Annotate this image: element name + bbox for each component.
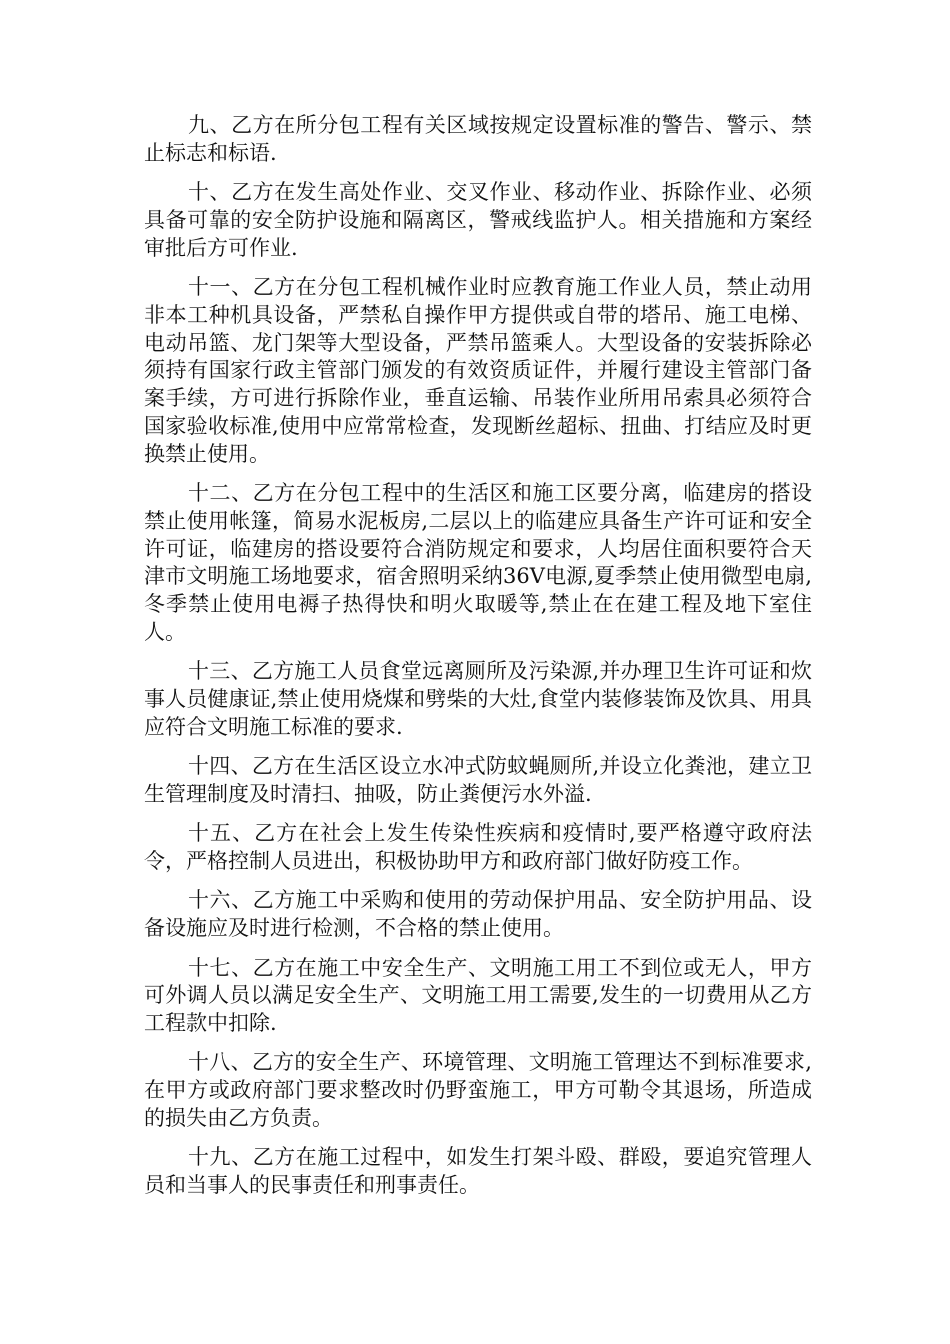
- clause-11: 十一、乙方在分包工程机械作业时应教育施工作业人员，禁止动用非本工种机具设备，严禁私自操作甲方提供或自带的塔吊、施工电梯、电动吊篮、龙门架等大型设备，严禁吊篮乘人。大型设备的安装拆除必须持有国家行政主管部门颁发的有效资质证件，并履行建设主管部门备案手续，方可进行拆除作业，垂直运输、吊装作业所用吊索具必须符合国家验收标准,使用中应常常检查，发现断丝超标、扭曲、打结应及时更换禁止使用。: [144, 274, 812, 466]
- clause-19: 十九、乙方在施工过程中，如发生打架斗殴、群殴，要追究管理人员和当事人的民事责任和刑事责任。: [144, 1145, 812, 1198]
- clause-15: 十五、乙方在社会上发生传染性疾病和疫情时,要严格遵守政府法令，严格控制人员进出，积极协助甲方和政府部门做好防疫工作。: [144, 821, 812, 874]
- clause-18: 十八、乙方的安全生产、环境管理、文明施工管理达不到标准要求,在甲方或政府部门要求整改时仍野蛮施工，甲方可勒令其退场，所造成的损失由乙方负责。: [144, 1050, 812, 1130]
- clause-12: 十二、乙方在分包工程中的生活区和施工区要分离，临建房的搭设禁止使用帐篷，简易水泥板房,二层以上的临建应具备生产许可证和安全许可证，临建房的搭设要符合消防规定和要求，人均居住面积要符合天津市文明施工场地要求，宿舍照明采纳36V电源,夏季禁止使用微型电扇,冬季禁止使用电褥子热得快和明火取暖等,禁止在在建工程及地下室住人。: [144, 481, 812, 645]
- clause-9: 九、乙方在所分包工程有关区域按规定设置标准的警告、警示、禁止标志和标语.: [144, 113, 812, 165]
- clause-14: 十四、乙方在生活区设立水冲式防蚊蝇厕所,并设立化粪池，建立卫生管理制度及时清扫、抽吸，防止粪便污水外溢.: [144, 754, 812, 807]
- clause-17: 十七、乙方在施工中安全生产、文明施工用工不到位或无人，甲方可外调人员以满足安全生产、文明施工用工需要,发生的一切费用从乙方工程款中扣除.: [144, 955, 812, 1036]
- clause-13: 十三、乙方施工人员食堂远离厕所及污染源,并办理卫生许可证和炊事人员健康证,禁止使用烧煤和劈柴的大灶,食堂内装修装饰及饮具、用具应符合文明施工标准的要求.: [144, 659, 812, 739]
- clause-10: 十、乙方在发生高处作业、交叉作业、移动作业、拆除作业、必须具备可靠的安全防护设施和隔离区，警戒线监护人。相关措施和方案经审批后方可作业.: [144, 180, 812, 260]
- clause-16: 十六、乙方施工中采购和使用的劳动保护用品、安全防护用品、设备设施应及时进行检测，不合格的禁止使用。: [144, 888, 812, 941]
- document-page: [144, 112, 812, 1211]
